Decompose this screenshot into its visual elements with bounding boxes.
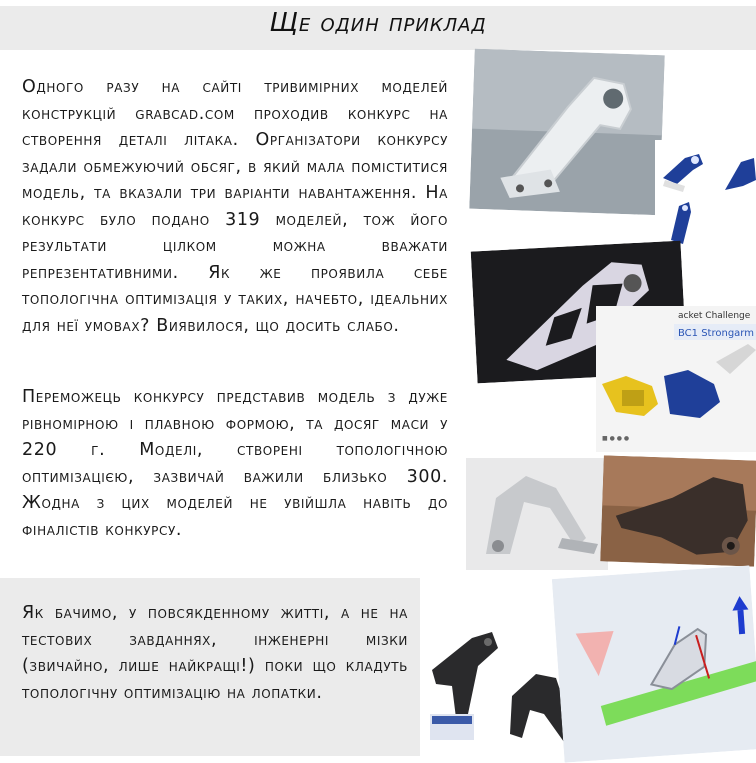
paragraph-contest: Одного разу на сайті тривимірних моделей конструкцій grabcad.com проходив конкурс на створення деталі літака. Організатори конкурсу задали обмежуючий обсяг, в який мала поміститися модель, та вказали три варіанти навантаження. На конкурс було подано 319 моделей, тож його результати цілком можна вважати репрезентативними. Як же проявила себе топологічна оптимізація у таких, начебто, ідеальних для неї умовах? Виявилося, що досить слабо. [22, 77, 448, 336]
blue-brackets-photo [655, 140, 756, 252]
grey-bracket-photo [466, 458, 608, 570]
fea-screenshot [552, 565, 756, 762]
white-bracket-photo [469, 49, 664, 216]
page-title: Ще один приклад [269, 8, 487, 38]
bronze-bracket-photo [600, 455, 756, 566]
challenge-screenshot [596, 306, 756, 452]
model-label: BC1 Strongarm [678, 328, 754, 339]
paragraph-winner: Переможець конкурсу представив модель з дуже рівномірною і плавною формою, та досяг маси у 220 г. Моделі, створені топологічною оптимізацією, зазвичай важили близько 300. Жодна з цих моделей не увійшла навіть до фіналістів конкурсу. [22, 387, 448, 540]
challenge-label: acket Challenge [678, 311, 751, 321]
svg-text:■ ● ● ●: ■ ● ● ● [602, 435, 630, 442]
paragraph-conclusion: Як бачимо, у повсякденному житті, а не на тестових завданнях, інженерні мізки (звичайно, лише найкращі!) поки що кладуть топологічну оптимізацію на лопатки. [22, 603, 408, 703]
